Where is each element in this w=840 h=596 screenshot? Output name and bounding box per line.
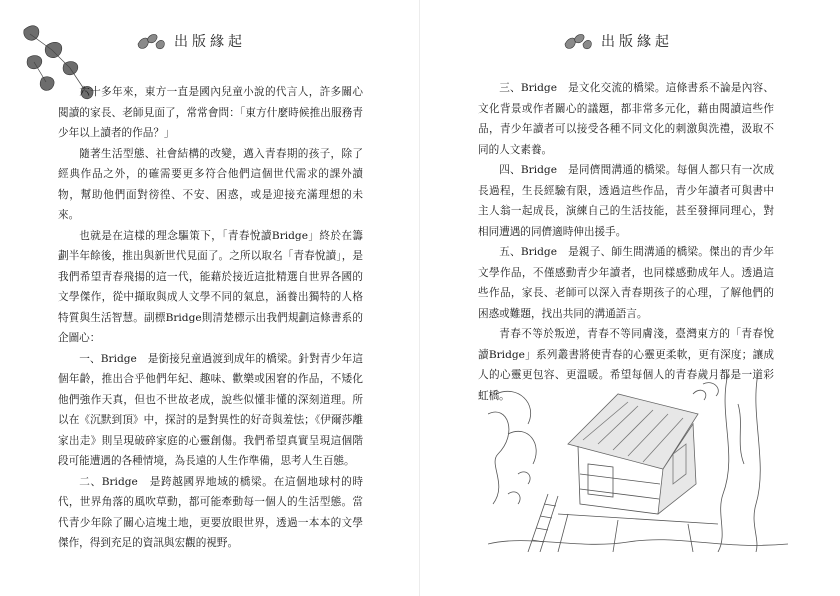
paragraph: 三、Bridge 是文化交流的橋梁。這條書系不論是內容、文化背景或作者關心的議題，都非常多元化，藉由閱讀這些作品，青少年讀者可以接受各種不同文化的刺激與洗禮，汲取不同的人文素養。 — [478, 82, 774, 156]
right-body-text — [478, 78, 774, 406]
running-header-title: 出版緣起 — [601, 34, 673, 50]
paragraph: 青春不等於叛逆，青春不等同膚淺，臺灣東方的「青春悅讀Bridge」系列叢書將使青春的心靈更柔軟，更有深度；讓成人的心靈更包容、更溫暖。希望每個人的青春歲月都是一道彩虹橋。 — [478, 328, 774, 402]
left-running-header — [134, 30, 246, 52]
paragraph: 五、Bridge 是親子、師生間溝通的橋梁。傑出的青少年文學作品，不僅感動青少年讀者，也同樣感動成年人。透過這些作品，家長、老師可以深入青春期孩子的心理，了解他們的困惑或難題，找出共同的溝通語言。 — [478, 246, 774, 320]
right-running-header — [561, 30, 673, 52]
running-header-title: 出版緣起 — [174, 34, 246, 50]
paragraph: 一、Bridge 是銜接兒童過渡到成年的橋梁。針對青少年這個年齡，推出合乎他們年紀、趣味、歡樂或困窘的作品，不矮化他們強作天真，但也不世故老成，說些似懂非懂的深刻道理。所以在《沉默到頂》中，探討的是對異性的好奇與羞怯；《伊爾莎離家出走》則呈現破碎家庭的心靈創傷。我們希望真實呈現這個階段可能遭遇的各種情境，為長遠的人生作準備，思考人生百態。 — [58, 352, 363, 467]
paragraph: 六十多年來，東方一直是國內兒童小說的代言人，許多關心閱讀的家長、老師見面了，常常會問：「東方什麼時候推出服務青少年以上讀者的作品？」 — [58, 86, 363, 139]
paragraph: 也就是在這樣的理念驅策下，「青春悅讀Bridge」終於在籌劃半年餘後，推出與新世代見面了。之所以取名「青春悅讀」，是我們希望青春飛揚的這一代，能藉於接近這批精選自世界各國的文學傑作，從中擷取與成人文學不同的氣息，涵養出獨特的人格特質與生活智慧。副標Bridge則清楚標示出我們規劃這條書系的企圖心： — [58, 229, 363, 344]
paragraph: 隨著生活型態、社會結構的改變，邁入青春期的孩子，除了經典作品之外，的確需要更多符合他們這個世代需求的課外讀物，幫助他們面對徬徨、不安、困惑，或是迎接充滿理想的未來。 — [58, 147, 363, 221]
paragraph: 四、Bridge 是同儕間溝通的橋梁。每個人都只有一次成長過程，生長經驗有限，透過這些作品，青少年讀者可與書中主人翁一起成長，演練自己的生活技能，甚至發揮同理心，對相同遭遇的同儕適時伸出援手。 — [478, 164, 774, 238]
paragraph: 二、Bridge 是跨越國界地域的橋梁。在這個地球村的時代，世界角落的風吹草動，都可能牽動每一個人的生活型態。當代青少年除了關心這塊土地，更要放眼世界，透過一本本的文學傑作，得到充足的資訊與宏觀的視野。 — [58, 475, 363, 549]
treehouse-illustration — [488, 374, 788, 552]
leaf-icon — [561, 30, 595, 52]
leaf-icon — [134, 30, 168, 52]
right-page — [420, 0, 840, 596]
left-body-text — [58, 82, 363, 554]
